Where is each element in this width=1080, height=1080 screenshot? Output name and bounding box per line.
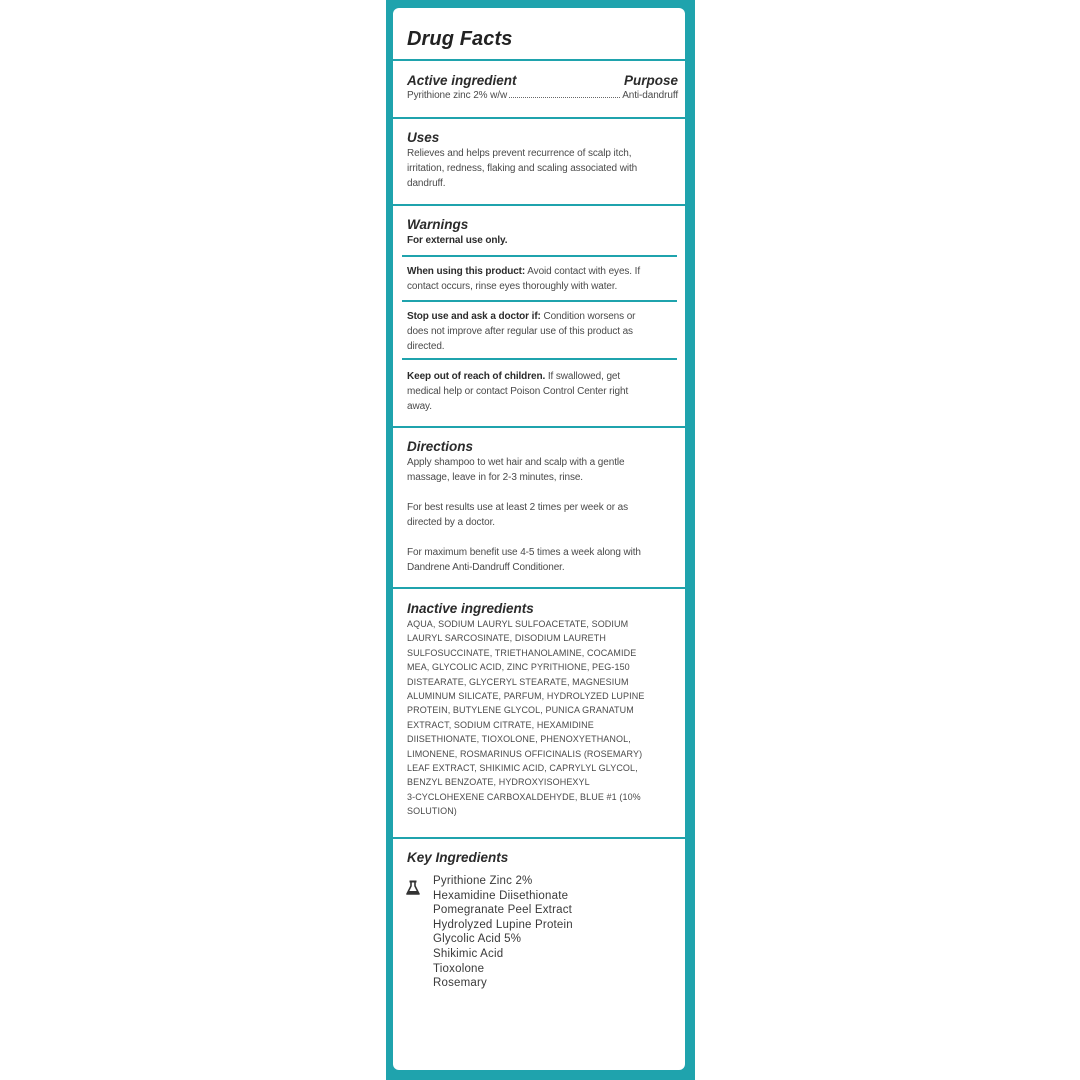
key-ingredients-list (433, 874, 573, 991)
key-ingredients-section (393, 850, 685, 866)
stop-use-block (393, 309, 685, 354)
inactive-line: DISTEARATE, GLYCERYL STEARATE, MAGNESIUM (407, 676, 629, 687)
inactive-line: DIISETHIONATE, TIOXOLONE, PHENOXYETHANOL, (407, 734, 631, 745)
inactive-line: LAURYL SARCOSINATE, DISODIUM LAURETH (407, 633, 606, 644)
divider (393, 59, 685, 61)
key-ingredient-item: Glycolic Acid 5% (433, 933, 522, 946)
drug-facts-panel (393, 8, 685, 1070)
stop-use-label: Stop use and ask a doctor if: (407, 311, 541, 322)
keep-out-text: away. (407, 401, 432, 412)
divider (393, 426, 685, 428)
directions-line: For maximum benefit use 4-5 times a week along with (407, 547, 641, 558)
directions-section (393, 439, 685, 575)
inactive-ingredients-section (393, 601, 685, 819)
stop-use-text: does not improve after regular use of this product as (407, 326, 633, 337)
keep-out-label: Keep out of reach of children. (407, 371, 546, 382)
key-ingredient-item: Hydrolyzed Lupine Protein (433, 918, 573, 931)
inactive-line: AQUA, SODIUM LAURYL SULFOACETATE, SODIUM (407, 619, 629, 629)
sub-divider (402, 300, 677, 302)
purpose-heading: Purpose (623, 73, 678, 88)
inactive-ingredients-heading: Inactive ingredients (407, 601, 534, 616)
leader-dots (509, 96, 620, 98)
divider (393, 117, 685, 119)
warnings-heading: Warnings (407, 217, 469, 232)
keep-out-text: If swallowed, get (545, 371, 621, 382)
inactive-line: MEA, GLYCOLIC ACID, ZINC PYRITHIONE, PEG-150 (407, 662, 630, 673)
directions-line: Dandrene Anti-Dandruff Conditioner. (407, 562, 565, 573)
purpose-value: Anti-dandruff (622, 90, 678, 101)
directions-line: directed by a doctor. (407, 517, 495, 528)
keep-out-block (393, 369, 685, 414)
stop-use-text: directed. (407, 341, 445, 352)
keep-out-text: medical help or contact Poison Control Center right (407, 386, 629, 397)
inactive-line: BENZYL BENZOATE, HYDROXYISOHEXYL (407, 777, 590, 788)
inactive-line: LIMONENE, ROSMARINUS OFFICINALIS (ROSEMARY) (407, 748, 643, 759)
directions-line: massage, leave in for 2-3 minutes, rinse. (407, 472, 583, 483)
inactive-line: SULFOSUCCINATE, TRIETHANOLAMINE, COCAMIDE (407, 647, 637, 658)
uses-section (393, 130, 685, 191)
uses-line: dandruff. (407, 178, 446, 189)
divider (393, 587, 685, 589)
directions-heading: Directions (407, 439, 474, 454)
divider (393, 837, 685, 839)
uses-heading: Uses (407, 130, 440, 145)
inactive-line: 3-CYCLOHEXENE CARBOXALDEHYDE, BLUE #1 (10% (407, 791, 641, 802)
key-ingredient-item: Tioxolone (433, 962, 485, 975)
drug-facts-title: Drug Facts (407, 28, 513, 50)
inactive-line: PROTEIN, BUTYLENE GLYCOL, PUNICA GRANATUM (407, 705, 634, 716)
external-use-text: For external use only. (407, 235, 508, 246)
uses-line: Relieves and helps prevent recurrence of scalp itch, (407, 148, 632, 159)
stop-use-text: Condition worsens or (540, 311, 636, 322)
directions-line: For best results use at least 2 times per week or as (407, 502, 629, 513)
inactive-line: EXTRACT, SODIUM CITRATE, HEXAMIDINE (407, 719, 594, 730)
sub-divider (402, 255, 677, 257)
key-ingredient-item: Rosemary (433, 977, 488, 990)
active-ingredient-value: Pyrithione zinc 2% w/w (407, 90, 508, 101)
inactive-line: LEAF EXTRACT, SHIKIMIC ACID, CAPRYLYL GLYCOL, (407, 763, 638, 774)
uses-line: irritation, redness, flaking and scaling associated with (407, 163, 638, 174)
warnings-section (393, 217, 685, 248)
sub-divider (402, 358, 677, 360)
inactive-line: ALUMINUM SILICATE, PARFUM, HYDROLYZED LUPINE (407, 691, 645, 702)
key-ingredient-item: Hexamidine Diisethionate (433, 889, 569, 902)
when-using-text: Avoid contact with eyes. If (525, 266, 641, 277)
active-ingredient-heading: Active ingredient (407, 73, 517, 88)
flask-icon (406, 880, 420, 896)
when-using-text: contact occurs, rinse eyes thoroughly with water. (407, 281, 618, 292)
key-ingredients-heading: Key Ingredients (407, 850, 509, 865)
directions-line: Apply shampoo to wet hair and scalp with a gentle (407, 457, 625, 468)
when-using-label: When using this product: (407, 266, 526, 277)
key-ingredient-item: Pyrithione Zinc 2% (433, 875, 533, 887)
divider (393, 204, 685, 206)
active-ingredient-section (393, 73, 685, 103)
when-using-block (393, 264, 685, 294)
key-ingredient-item: Pomegranate Peel Extract (433, 904, 573, 917)
inactive-line: SOLUTION) (407, 806, 457, 817)
key-ingredient-item: Shikimic Acid (433, 947, 504, 960)
